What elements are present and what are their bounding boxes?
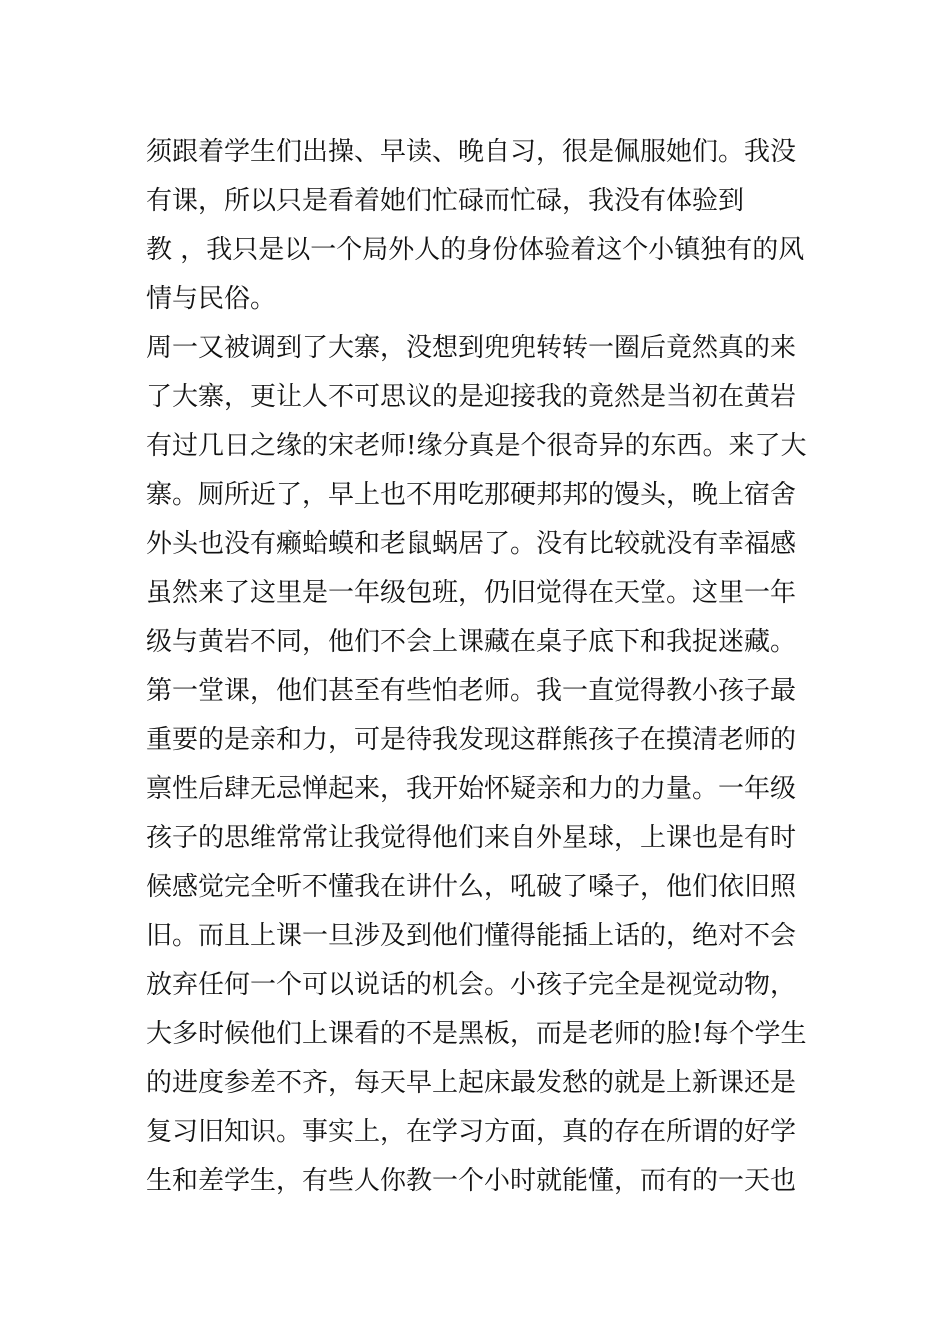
body-text: [146, 128, 826, 1206]
text-line: 候感觉完全听不懂我在讲什么，吼破了嗓子，他们依旧照: [146, 872, 797, 902]
text-line: 周一又被调到了大寨，没想到兜兜转转一圈后竟然真的来: [146, 333, 797, 363]
text-line: 生和差学生，有些人你教一个小时就能懂，而有的一天也: [146, 1166, 797, 1196]
text-line: 第一堂课，他们甚至有些怕老师。我一直觉得教小孩子最: [146, 676, 797, 706]
text-line: 放弃任何一个可以说话的机会。小孩子完全是视觉动物，: [146, 970, 797, 1000]
text-line: 了大寨，更让人不可思议的是迎接我的竟然是当初在黄岩: [146, 382, 797, 412]
text-line: 有课，所以只是看着她们忙碌而忙碌，我没有体验到: [146, 186, 745, 216]
text-line: 情与民俗。: [146, 284, 277, 314]
text-line: 孩子的思维常常让我觉得他们来自外星球，上课也是有时: [146, 823, 797, 853]
text-line: 复习旧知识。事实上，在学习方面，真的存在所谓的好学: [146, 1117, 797, 1147]
text-line: 寨。厕所近了，早上也不用吃那硬邦邦的馒头，晚上宿舍: [146, 480, 797, 510]
text-line: 的进度参差不齐，每天早上起床最发愁的就是上新课还是: [146, 1068, 797, 1098]
text-line: 禀性后肆无忌惮起来，我开始怀疑亲和力的力量。一年级: [146, 774, 797, 804]
text-line: 有过几日之缘的宋老师!缘分真是个很奇异的东西。来了大: [146, 431, 807, 461]
text-line: 教 ，我只是以一个局外人的身份体验着这个小镇独有的风: [146, 235, 805, 265]
text-line: 大多时候他们上课看的不是黑板，而是老师的脸!每个学生: [146, 1019, 807, 1049]
text-line: 外头也没有癞蛤蟆和老鼠蜗居了。没有比较就没有幸福感: [146, 529, 797, 559]
text-line: 虽然来了这里是一年级包班，仍旧觉得在天堂。这里一年: [146, 578, 797, 608]
text-line: 重要的是亲和力，可是待我发现这群熊孩子在摸清老师的: [146, 725, 797, 755]
text-line: 旧。而且上课一旦涉及到他们懂得能插上话的，绝对不会: [146, 921, 797, 951]
text-line: 级与黄岩不同，他们不会上课藏在桌子底下和我捉迷藏。: [146, 627, 797, 657]
text-line: 须跟着学生们出操、早读、晚自习，很是佩服她们。我没: [146, 137, 797, 167]
